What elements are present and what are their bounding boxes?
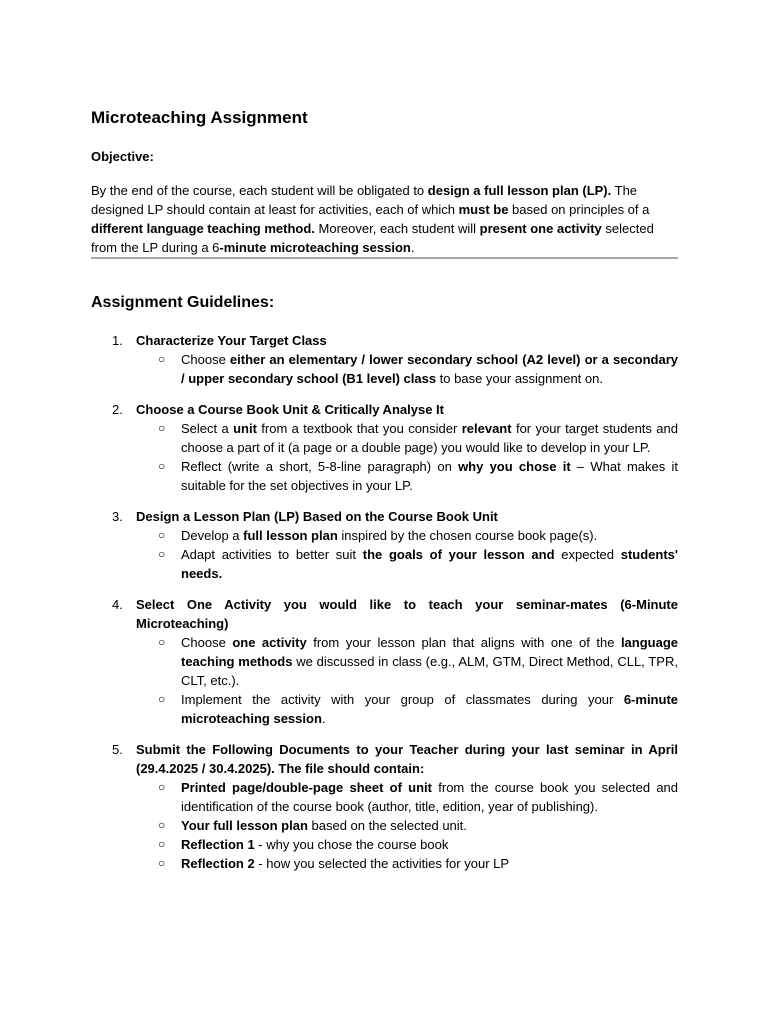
hollow-circle-bullet-icon: ○ <box>158 352 166 366</box>
objective-text-5: selected from the LP during a 6 <box>91 221 654 255</box>
sub-item-bold: either an elementary / lower secondary school (A2 level) or a secondary / upper secondary school (B1 level) class <box>181 352 679 386</box>
sub-item-text: – What makes it suitable for the set objectives in your LP. <box>181 459 678 493</box>
sub-item-bold: 6-minute microteaching session <box>181 692 678 726</box>
sub-item-text: Select a <box>181 421 234 436</box>
sub-item-bold: Your full lesson plan <box>181 818 308 833</box>
sub-item <box>136 816 678 835</box>
sub-item <box>136 835 678 854</box>
sub-item-text: Adapt activities to better suit <box>181 547 363 562</box>
objective-bold-5: -minute microteaching session <box>219 240 411 255</box>
sub-item-text: for your target students and choose a part of it (a page or a double page) you would like to develop in your LP. <box>181 421 678 455</box>
step-number: 3. <box>112 509 123 524</box>
sub-item <box>136 419 678 457</box>
step-title: Select One Activity you would like to teach your seminar-mates (6-Minute Microteaching) <box>136 597 678 631</box>
sub-item-text: we discussed in class (e.g., ALM, GTM, Direct Method, CLL, TPR, CLT, etc.). <box>181 654 678 688</box>
step-title: Design a Lesson Plan (LP) Based on the Course Book Unit <box>136 509 498 524</box>
sub-item <box>136 854 678 873</box>
hollow-circle-bullet-icon: ○ <box>158 528 166 542</box>
step-title: Characterize Your Target Class <box>136 333 327 348</box>
sub-item-text: Reflect (write a short, 5-8-line paragraph) on <box>181 459 459 474</box>
objective-bold-3: different language teaching method. <box>91 221 315 236</box>
guideline-step <box>91 331 678 388</box>
sub-item <box>136 690 678 728</box>
sub-item-text: - why you chose the course book <box>254 837 449 852</box>
sub-item <box>136 545 678 583</box>
step-number: 2. <box>112 402 123 417</box>
sub-item-text: Develop a <box>181 528 244 543</box>
sub-item-text: - how you selected the activities for your LP <box>254 856 510 871</box>
sub-item-bold: language teaching methods <box>181 635 679 669</box>
sub-item <box>136 778 678 816</box>
sub-item-text: expected <box>554 547 621 562</box>
sub-item-text: based on the selected unit. <box>307 818 467 833</box>
sub-item-bold: full lesson plan <box>243 528 338 543</box>
sub-item-text: Choose <box>181 635 233 650</box>
objective-label: Objective: <box>91 149 154 164</box>
objective-text-4: Moreover, each student will <box>314 221 480 236</box>
guideline-step <box>91 400 678 495</box>
sub-item-text: to base your assignment on. <box>436 371 603 386</box>
hollow-circle-bullet-icon: ○ <box>158 635 166 649</box>
guideline-step <box>91 740 678 873</box>
guideline-step <box>91 507 678 583</box>
document-title: Microteaching Assignment <box>91 108 308 127</box>
guidelines-list <box>91 331 678 885</box>
step-number: 1. <box>112 333 123 348</box>
guideline-step <box>91 595 678 728</box>
hollow-circle-bullet-icon: ○ <box>158 818 166 832</box>
step-title: Submit the Following Documents to your Teacher during your last seminar in April (29.4.2025 / 30.4.2025). The file should contain: <box>136 742 678 776</box>
hollow-circle-bullet-icon: ○ <box>158 837 166 851</box>
objective-paragraph <box>91 181 678 257</box>
horizontal-divider <box>91 257 678 259</box>
sub-item-text: Choose <box>181 352 230 367</box>
sub-item-bold: the goals of your lesson and <box>362 547 555 562</box>
sub-item-text: . <box>321 711 326 726</box>
hollow-circle-bullet-icon: ○ <box>158 692 166 706</box>
objective-text-6: . <box>410 240 415 255</box>
sub-item-bold: Reflection 1 <box>181 837 255 852</box>
objective-text-2: The designed LP should contain at least for activities, each of which <box>91 183 638 217</box>
sub-item-bold: relevant <box>461 421 512 436</box>
sub-item-bold: unit <box>233 421 257 436</box>
hollow-circle-bullet-icon: ○ <box>158 421 166 435</box>
objective-text-3: based on principles of a <box>508 202 650 217</box>
sub-item <box>136 633 678 690</box>
sub-item-bold: students' needs. <box>181 547 678 581</box>
sub-item-bold: Reflection 2 <box>181 856 255 871</box>
sub-item <box>136 350 678 388</box>
step-number: 4. <box>112 597 123 612</box>
sub-item-bold: why you chose it <box>458 459 571 474</box>
hollow-circle-bullet-icon: ○ <box>158 856 166 870</box>
hollow-circle-bullet-icon: ○ <box>158 780 166 794</box>
hollow-circle-bullet-icon: ○ <box>158 547 166 561</box>
objective-text-1: By the end of the course, each student will be obligated to <box>91 183 428 198</box>
hollow-circle-bullet-icon: ○ <box>158 459 166 473</box>
objective-bold-1: design a full lesson plan (LP). <box>427 183 612 198</box>
sub-item <box>136 457 678 495</box>
step-number: 5. <box>112 742 123 757</box>
sub-item-text: from the course book you selected and identification of the course book (author, title, edition, year of publishing). <box>181 780 679 814</box>
sub-item-bold: Printed page/double-page sheet of unit <box>181 780 433 795</box>
sub-item-text: Implement the activity with your group of classmates during your <box>181 692 624 707</box>
objective-bold-4: present one activity <box>479 221 602 236</box>
sub-item-text: from your lesson plan that aligns with one of the <box>306 635 621 650</box>
sub-item <box>136 526 678 545</box>
guidelines-heading: Assignment Guidelines: <box>91 294 275 311</box>
sub-item-text: from a textbook that you consider <box>256 421 462 436</box>
sub-item-text: inspired by the chosen course book page(s). <box>337 528 598 543</box>
objective-bold-2: must be <box>458 202 509 217</box>
sub-item-bold: one activity <box>232 635 307 650</box>
step-title: Choose a Course Book Unit & Critically Analyse It <box>136 402 444 417</box>
